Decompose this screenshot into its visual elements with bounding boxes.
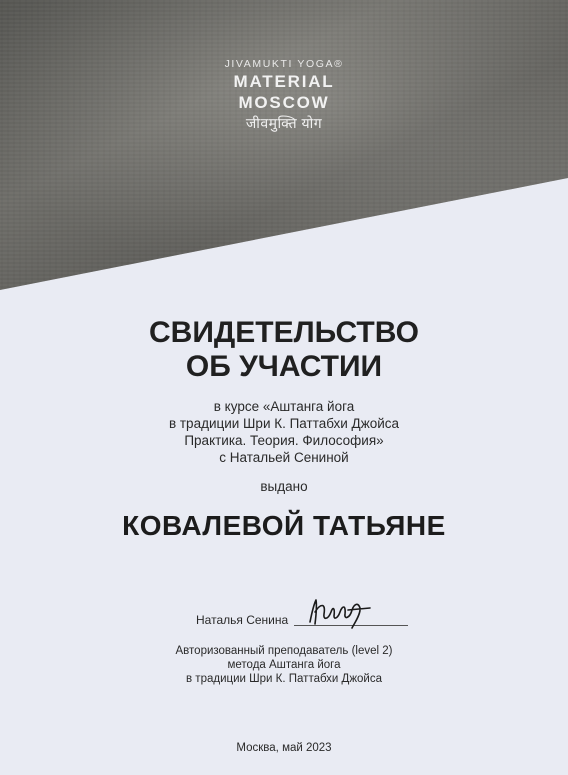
header-banner <box>0 0 568 300</box>
instructor-line: в традиции Шри К. Паттабхи Джойса <box>186 673 382 685</box>
course-description <box>0 398 568 466</box>
title-line1: СВИДЕТЕЛЬСТВО <box>149 316 419 349</box>
course-line: с Натальей Сениной <box>219 450 349 465</box>
signature-block <box>196 594 416 634</box>
brand-logo <box>0 58 568 133</box>
recipient-name: КОВАЛЕВОЙ ТАТЬЯНЕ <box>122 510 446 541</box>
place-date: Москва, май 2023 <box>236 742 332 754</box>
certificate-title <box>0 316 568 384</box>
course-line: в курсе «Аштанга йога <box>213 399 355 414</box>
title-line2: ОБ УЧАСТИИ <box>185 350 383 383</box>
brand-line1: JIVAMUKTI YOGA® <box>224 58 344 70</box>
signatory-name: Наталья Сенина <box>196 613 289 627</box>
instructor-line: метода Аштанга йога <box>227 659 341 671</box>
course-line: в традиции Шри К. Паттабхи Джойса <box>168 416 400 431</box>
banner-texture <box>0 0 568 300</box>
brand-line3: MOSCOW <box>238 93 330 112</box>
course-line: Практика. Теория. Философия» <box>184 433 384 448</box>
brand-line2: MATERIAL <box>233 72 335 91</box>
instructor-line: Авторизованный преподаватель (level 2) <box>175 645 393 657</box>
instructor-credentials <box>0 644 568 686</box>
handwritten-signature <box>304 594 384 630</box>
issued-label: выдано <box>260 479 308 494</box>
brand-sanskrit: जीवमुक्ति योग <box>245 115 323 131</box>
